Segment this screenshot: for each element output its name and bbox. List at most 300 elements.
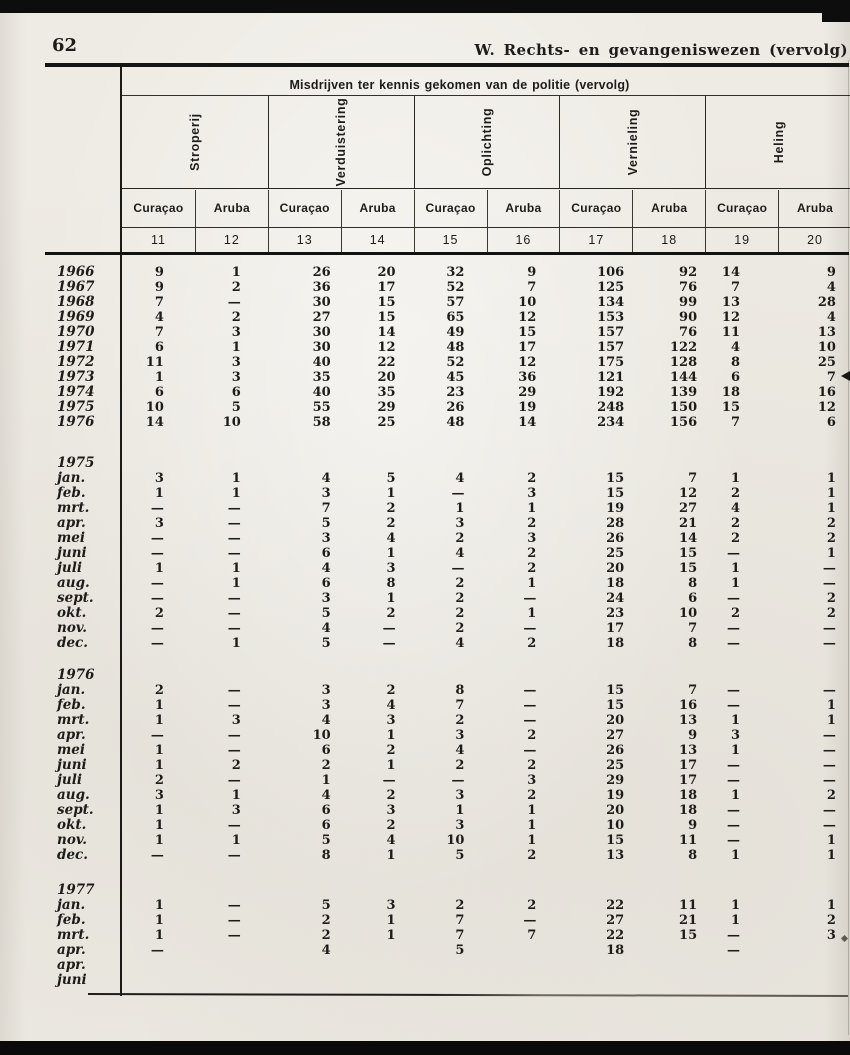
row-label: juli xyxy=(57,560,82,576)
value-cell: 2 xyxy=(455,621,465,636)
value-cell: 4 xyxy=(455,471,465,486)
value-cell: — xyxy=(150,546,164,561)
column-group-label: Oplichting xyxy=(479,107,494,177)
value-cell: 3 xyxy=(321,698,331,713)
value-cell: 1 xyxy=(527,818,537,833)
table-row xyxy=(45,265,849,280)
value-cell: — xyxy=(523,591,537,606)
island-column-header: Aruba xyxy=(487,190,560,227)
value-cell: — xyxy=(727,546,741,561)
row-label: jan. xyxy=(57,897,86,913)
value-cell: 10 xyxy=(446,833,465,848)
island-column-header: Aruba xyxy=(195,190,268,227)
value-cell: 6 xyxy=(231,385,241,400)
row-label: 1973 xyxy=(57,369,95,385)
value-cell: 122 xyxy=(669,340,698,355)
table-row xyxy=(45,728,849,743)
value-cell: 20 xyxy=(606,561,625,576)
value-cell: 45 xyxy=(446,370,465,385)
value-cell: 28 xyxy=(606,516,625,531)
value-cell: 1 xyxy=(455,803,465,818)
value-cell: 2 xyxy=(826,606,836,621)
value-cell xyxy=(703,973,776,988)
value-cell: 2 xyxy=(321,928,331,943)
value-cell: 52 xyxy=(446,280,465,295)
value-cell: 10 xyxy=(222,415,241,430)
scan-edge-top xyxy=(0,0,850,13)
value-cell: 4 xyxy=(386,833,396,848)
value-cell: 1 xyxy=(231,561,241,576)
value-cell: 4 xyxy=(730,340,741,355)
value-cell: 3 xyxy=(321,591,331,606)
value-cell: 7 xyxy=(730,280,741,295)
value-cell: — xyxy=(822,728,836,743)
value-cell: 7 xyxy=(455,913,465,928)
island-column-header: Curaçao xyxy=(268,190,341,227)
value-cell: 2 xyxy=(154,683,164,698)
value-cell: 1 xyxy=(826,848,836,863)
value-cell: 48 xyxy=(446,340,465,355)
value-cell: 6 xyxy=(730,370,741,385)
table-row xyxy=(45,713,849,728)
value-cell: 1 xyxy=(154,913,164,928)
value-cell: 36 xyxy=(312,280,331,295)
value-cell: 7 xyxy=(826,370,836,385)
value-cell: 2 xyxy=(527,561,537,576)
value-cell: 18 xyxy=(679,788,698,803)
value-cell: 3 xyxy=(455,818,465,833)
value-cell xyxy=(339,973,412,988)
value-cell: 1 xyxy=(527,606,537,621)
value-cell: — xyxy=(727,621,741,636)
table-row xyxy=(45,973,849,988)
scan-edge-top-right xyxy=(822,0,850,22)
table-head-rule xyxy=(45,252,849,255)
value-cell: 1 xyxy=(386,848,396,863)
value-cell: 2 xyxy=(231,280,241,295)
value-cell xyxy=(120,973,193,988)
value-cell xyxy=(484,973,557,988)
value-cell: 11 xyxy=(679,833,698,848)
row-label: 1976 xyxy=(57,414,95,430)
row-label: dec. xyxy=(57,847,88,863)
column-number: 11 xyxy=(150,233,166,248)
island-header-row xyxy=(122,190,850,228)
value-cell: — xyxy=(727,698,741,713)
value-cell: 1 xyxy=(231,833,241,848)
column-group-label: Verduistering xyxy=(334,97,349,187)
value-cell: 3 xyxy=(386,561,396,576)
table-row xyxy=(45,415,849,430)
value-cell: 2 xyxy=(455,713,465,728)
value-cell: 5 xyxy=(321,636,331,651)
column-group xyxy=(559,96,705,188)
value-cell: 5 xyxy=(321,833,331,848)
table-row xyxy=(45,743,849,758)
value-cell: 17 xyxy=(606,621,625,636)
value-cell xyxy=(557,958,630,973)
value-cell: 36 xyxy=(518,370,537,385)
value-cell: 14 xyxy=(679,531,698,546)
value-cell: 1 xyxy=(730,471,741,486)
section-heading-row xyxy=(45,883,849,898)
value-cell: 35 xyxy=(377,385,396,400)
value-cell: 3 xyxy=(527,773,537,788)
value-cell: 6 xyxy=(321,818,331,833)
value-cell: 14 xyxy=(377,325,396,340)
column-number: 16 xyxy=(487,228,560,253)
value-cell: — xyxy=(150,501,164,516)
row-label: jan. xyxy=(57,682,86,698)
value-cell: 3 xyxy=(730,728,741,743)
value-cell: 20 xyxy=(606,803,625,818)
value-cell: 1 xyxy=(321,773,331,788)
value-cell: 2 xyxy=(730,531,741,546)
value-cell: 248 xyxy=(597,400,625,415)
table-row xyxy=(45,531,849,546)
row-label: aug. xyxy=(57,787,90,803)
value-cell: 2 xyxy=(527,516,537,531)
value-cell: 5 xyxy=(321,898,331,913)
value-cell: — xyxy=(227,728,241,743)
row-label: feb. xyxy=(57,912,86,928)
value-cell: 2 xyxy=(386,516,396,531)
value-cell: 2 xyxy=(386,683,396,698)
row-label: 1971 xyxy=(57,339,95,355)
value-cell: 2 xyxy=(527,788,537,803)
value-cell: 19 xyxy=(518,400,537,415)
value-cell: — xyxy=(227,773,241,788)
value-cell: 26 xyxy=(606,743,625,758)
row-label: 1969 xyxy=(57,309,95,325)
value-cell: — xyxy=(523,743,537,758)
value-cell: 15 xyxy=(518,325,537,340)
value-cell: 25 xyxy=(606,758,625,773)
value-cell: 3 xyxy=(455,728,465,743)
table-row xyxy=(45,486,849,501)
value-cell: 2 xyxy=(231,310,241,325)
row-label: feb. xyxy=(57,697,86,713)
value-cell: 157 xyxy=(597,340,625,355)
value-cell xyxy=(339,958,412,973)
value-cell: 1 xyxy=(386,546,396,561)
page-number: 62 xyxy=(52,35,78,56)
column-group xyxy=(122,96,268,188)
value-cell: 8 xyxy=(688,636,698,651)
row-label: mrt. xyxy=(57,712,90,728)
value-cell: 192 xyxy=(597,385,625,400)
section-heading: 1975 xyxy=(57,455,95,471)
value-cell: 29 xyxy=(377,400,396,415)
value-cell: 15 xyxy=(606,833,625,848)
value-cell: 30 xyxy=(312,340,331,355)
value-cell: 1 xyxy=(826,713,836,728)
value-cell: 1 xyxy=(154,561,164,576)
value-cell: 1 xyxy=(154,898,164,913)
value-cell: 49 xyxy=(446,325,465,340)
value-cell: — xyxy=(727,943,741,958)
value-cell: 13 xyxy=(721,295,741,310)
value-cell: — xyxy=(822,621,836,636)
value-cell: — xyxy=(150,621,164,636)
value-cell: 1 xyxy=(231,471,241,486)
value-cell: — xyxy=(150,576,164,591)
value-cell: — xyxy=(382,636,396,651)
column-number-row xyxy=(122,228,850,253)
row-label: juni xyxy=(57,972,87,988)
value-cell: 2 xyxy=(386,788,396,803)
value-cell: 1 xyxy=(231,576,241,591)
row-label: nov. xyxy=(57,832,88,848)
value-cell: 28 xyxy=(817,295,836,310)
value-cell: 2 xyxy=(455,591,465,606)
value-cell: 1 xyxy=(231,340,241,355)
value-cell: 2 xyxy=(455,531,465,546)
value-cell: 4 xyxy=(826,310,836,325)
table-row xyxy=(45,325,849,340)
value-cell: 2 xyxy=(826,531,836,546)
value-cell: 1 xyxy=(154,833,164,848)
value-cell: 15 xyxy=(721,400,741,415)
section-heading-row xyxy=(45,456,849,471)
category-header-row xyxy=(122,96,850,189)
table-row xyxy=(45,833,849,848)
value-cell: 15 xyxy=(377,295,396,310)
row-label: sept. xyxy=(57,802,94,818)
value-cell: 1 xyxy=(730,561,741,576)
value-cell: 65 xyxy=(446,310,465,325)
row-label: okt. xyxy=(57,817,87,833)
value-cell: — xyxy=(227,295,241,310)
value-cell: — xyxy=(227,621,241,636)
value-cell: — xyxy=(227,516,241,531)
table-row xyxy=(45,501,849,516)
value-cell: 1 xyxy=(527,833,537,848)
value-cell: 3 xyxy=(527,486,537,501)
value-cell: — xyxy=(227,531,241,546)
table-row xyxy=(45,310,849,325)
column-number: 12 xyxy=(195,228,268,253)
value-cell: — xyxy=(822,743,836,758)
value-cell: 1 xyxy=(730,713,741,728)
value-cell: — xyxy=(150,636,164,651)
value-cell: — xyxy=(382,621,396,636)
table-row xyxy=(45,698,849,713)
value-cell: 3 xyxy=(231,325,241,340)
value-cell: 1 xyxy=(154,698,164,713)
value-cell: — xyxy=(150,591,164,606)
value-cell: 2 xyxy=(527,848,537,863)
value-cell xyxy=(776,973,849,988)
value-cell: 12 xyxy=(377,340,396,355)
table-row xyxy=(45,913,849,928)
value-cell: — xyxy=(150,848,164,863)
value-cell: 15 xyxy=(606,683,625,698)
value-cell: 52 xyxy=(446,355,465,370)
value-cell: — xyxy=(227,546,241,561)
value-cell: 13 xyxy=(679,743,698,758)
table-row xyxy=(45,758,849,773)
value-cell: 13 xyxy=(679,713,698,728)
value-cell: 2 xyxy=(231,758,241,773)
value-cell: — xyxy=(227,848,241,863)
value-cell xyxy=(630,943,703,959)
value-cell: 40 xyxy=(312,355,331,370)
table-row xyxy=(45,943,849,958)
value-cell: 1 xyxy=(826,898,836,913)
value-cell: 1 xyxy=(730,576,741,591)
value-cell: 6 xyxy=(321,743,331,758)
column-number: 20 xyxy=(778,228,850,253)
value-cell: 6 xyxy=(321,576,331,591)
value-cell: 4 xyxy=(455,743,465,758)
value-cell: 2 xyxy=(386,743,396,758)
value-cell: 10 xyxy=(312,728,331,743)
value-cell: 2 xyxy=(455,898,465,913)
value-cell: 17 xyxy=(377,280,396,295)
value-cell: 1 xyxy=(386,591,396,606)
value-cell: — xyxy=(727,818,741,833)
value-cell: 8 xyxy=(386,576,396,591)
value-cell: 1 xyxy=(826,546,836,561)
row-label: mei xyxy=(57,742,86,758)
value-cell: 2 xyxy=(730,516,741,531)
value-cell xyxy=(266,973,339,988)
value-cell: 3 xyxy=(231,355,241,370)
value-cell: 21 xyxy=(679,913,698,928)
value-cell: 10 xyxy=(145,400,164,415)
value-cell: 20 xyxy=(606,713,625,728)
value-cell: 7 xyxy=(321,501,331,516)
value-cell: 40 xyxy=(312,385,331,400)
value-cell: 3 xyxy=(386,713,396,728)
value-cell: 1 xyxy=(386,913,396,928)
table-section xyxy=(45,265,849,430)
value-cell: — xyxy=(727,591,741,606)
value-cell: 2 xyxy=(455,606,465,621)
value-cell: 12 xyxy=(518,310,537,325)
row-label: apr. xyxy=(57,515,86,531)
value-cell xyxy=(120,958,193,973)
value-cell: 4 xyxy=(321,561,331,576)
section-heading: 1976 xyxy=(57,667,95,683)
value-cell: 9 xyxy=(154,265,164,280)
value-cell: 2 xyxy=(386,501,396,516)
table-row xyxy=(45,471,849,486)
value-cell: 2 xyxy=(527,471,537,486)
value-cell: 7 xyxy=(688,621,698,636)
row-label: juli xyxy=(57,772,82,788)
value-cell: 8 xyxy=(455,683,465,698)
value-cell: 18 xyxy=(606,636,625,651)
row-label: mrt. xyxy=(57,500,90,516)
value-cell: 14 xyxy=(721,265,741,280)
value-cell: 128 xyxy=(669,355,698,370)
column-number: 13 xyxy=(268,228,341,253)
value-cell: — xyxy=(523,913,537,928)
value-cell: 9 xyxy=(688,728,698,743)
value-cell xyxy=(266,958,339,973)
value-cell: 4 xyxy=(386,698,396,713)
table-row xyxy=(45,591,849,606)
value-cell: — xyxy=(822,803,836,818)
value-cell: 2 xyxy=(826,591,836,606)
value-cell: 10 xyxy=(679,606,698,621)
column-group xyxy=(268,96,414,188)
value-cell: 12 xyxy=(721,310,741,325)
value-cell: — xyxy=(727,928,741,943)
table-row xyxy=(45,958,849,973)
table-section xyxy=(45,883,849,988)
value-cell: 3 xyxy=(386,803,396,818)
value-cell xyxy=(630,958,703,973)
value-cell: 4 xyxy=(321,943,331,958)
value-cell: 5 xyxy=(321,516,331,531)
value-cell: 3 xyxy=(231,370,241,385)
value-cell: 16 xyxy=(679,698,698,713)
row-label: 1975 xyxy=(57,399,95,415)
value-cell: 6 xyxy=(688,591,698,606)
value-cell: 26 xyxy=(606,531,625,546)
column-group xyxy=(705,96,850,188)
value-cell: 4 xyxy=(321,788,331,803)
value-cell: 76 xyxy=(679,325,698,340)
value-cell: — xyxy=(227,928,241,943)
value-cell: 5 xyxy=(455,848,465,863)
value-cell: 7 xyxy=(527,928,537,943)
value-cell: 17 xyxy=(679,758,698,773)
row-label: dec. xyxy=(57,635,88,651)
island-column-header: Curaçao xyxy=(414,190,487,227)
value-cell: 4 xyxy=(455,546,465,561)
value-cell: 11 xyxy=(679,898,698,913)
value-cell xyxy=(776,958,849,973)
value-cell: 1 xyxy=(154,743,164,758)
value-cell xyxy=(630,973,703,988)
value-cell: 7 xyxy=(730,415,741,430)
value-cell: 5 xyxy=(321,606,331,621)
value-cell: 7 xyxy=(688,471,698,486)
table-title: Misdrijven ter kennis gekomen van de politie (vervolg) xyxy=(289,78,630,92)
row-label: aug. xyxy=(57,575,90,591)
value-cell xyxy=(193,958,266,973)
value-cell: — xyxy=(822,818,836,833)
value-cell: 139 xyxy=(669,385,698,400)
table-row xyxy=(45,683,849,698)
value-cell: 4 xyxy=(154,310,164,325)
value-cell: 1 xyxy=(154,486,164,501)
value-cell: 25 xyxy=(817,355,836,370)
value-cell: 3 xyxy=(321,486,331,501)
value-cell: 7 xyxy=(688,683,698,698)
value-cell: — xyxy=(227,606,241,621)
value-cell: — xyxy=(523,698,537,713)
island-column-header: Curaçao xyxy=(559,190,632,227)
value-cell: 2 xyxy=(321,913,331,928)
value-cell: 15 xyxy=(377,310,396,325)
value-cell: 156 xyxy=(669,415,698,430)
value-cell: 26 xyxy=(446,400,465,415)
value-cell: 1 xyxy=(231,788,241,803)
value-cell: 1 xyxy=(231,265,241,280)
column-group-label: Heling xyxy=(771,120,786,164)
value-cell: 5 xyxy=(455,943,465,958)
value-cell: 6 xyxy=(826,415,836,430)
value-cell: 125 xyxy=(597,280,625,295)
value-cell: 11 xyxy=(721,325,741,340)
value-cell: — xyxy=(727,758,741,773)
value-cell: 1 xyxy=(154,818,164,833)
